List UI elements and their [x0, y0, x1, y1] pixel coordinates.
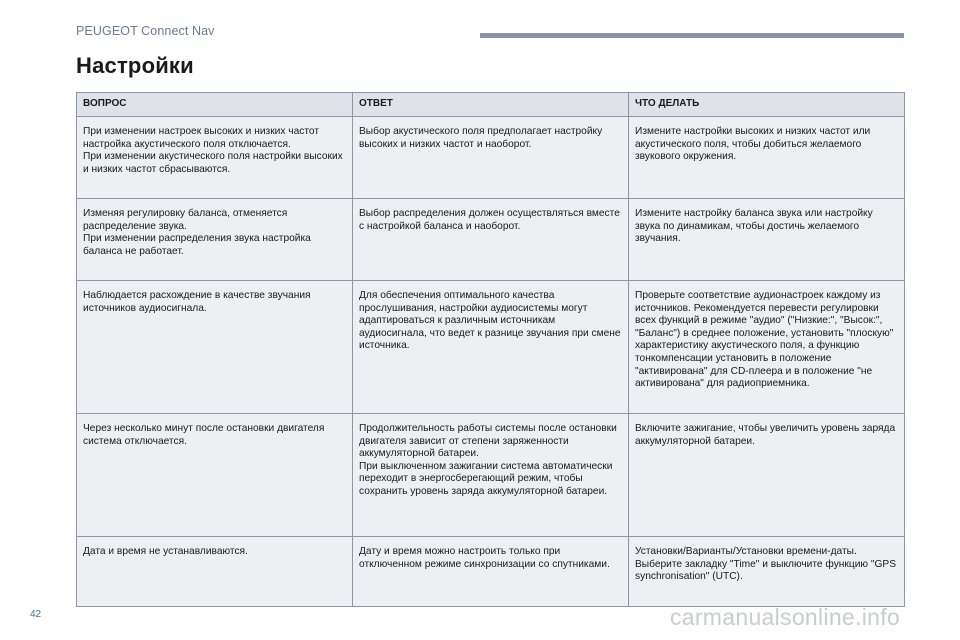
- action-cell: Проверьте соответствие аудионастроек каждому из источников. Рекомендуется перевести регулировки всех функций в режиме "аудио" ("Низкие:", "Высок:", "Баланс") в среднее положение, установить "плоскую" характеристику акустического поля, а функцию тонкомпенсации установить в положение "активирована" для CD-плеера и в положение "не активирована" для радиоприемника.: [629, 281, 905, 414]
- faq-table: [76, 92, 905, 607]
- answer-cell: Продолжительность работы системы после остановки двигателя зависит от степени заряженности аккумуляторной батареи. При выключенном зажигании система автоматически переходит в энергосберегающий режим, чтобы сохранить уровень заряда аккумуляторной батареи.: [353, 414, 629, 537]
- answer-cell: Выбор акустического поля предполагает настройку высоких и низких частот и наоборот.: [353, 117, 629, 199]
- table-row: [77, 414, 905, 537]
- question-cell: Дата и время не устанавливаются.: [77, 537, 353, 607]
- action-cell: Измените настройки высоких и низких частот или акустического поля, чтобы добиться желаемого звукового окружения.: [629, 117, 905, 199]
- column-header-action: ЧТО ДЕЛАТЬ: [629, 93, 905, 117]
- watermark: carmanualsonline.info: [669, 604, 900, 630]
- question-cell: Изменяя регулировку баланса, отменяется распределение звука. При изменении распределения звука настройка баланса не работает.: [77, 199, 353, 281]
- page-title: Настройки: [76, 53, 194, 78]
- brand-label: PEUGEOT Connect Nav: [76, 24, 215, 38]
- table-row: [77, 117, 905, 199]
- action-cell: Измените настройку баланса звука или настройку звука по динамикам, чтобы достичь желаемого звучания.: [629, 199, 905, 281]
- answer-cell: Выбор распределения должен осуществляться вместе с настройкой баланса и наоборот.: [353, 199, 629, 281]
- page-number: 42: [30, 609, 42, 620]
- question-cell: При изменении настроек высоких и низких частот настройка акустического поля отключается. При изменении акустического поля настройки высоких и низких частот сбрасываются.: [77, 117, 353, 199]
- column-header-answer: ОТВЕТ: [353, 93, 629, 117]
- table-header-row: [77, 93, 905, 117]
- action-cell: Установки/Варианты/Установки времени-даты. Выберите закладку "Time" и выключите функцию "GPS synchronisation" (UTC).: [629, 537, 905, 607]
- question-cell: Наблюдается расхождение в качестве звучания источников аудиосигнала.: [77, 281, 353, 414]
- action-cell: Включите зажигание, чтобы увеличить уровень заряда аккумуляторной батареи.: [629, 414, 905, 537]
- table-row: [77, 537, 905, 607]
- table-row: [77, 281, 905, 414]
- question-cell: Через несколько минут после остановки двигателя система отключается.: [77, 414, 353, 537]
- answer-cell: Для обеспечения оптимального качества прослушивания, настройки аудиосистемы могут адаптироваться к различным источникам аудиосигнала, что ведет к разнице звучания при смене источника.: [353, 281, 629, 414]
- table-row: [77, 199, 905, 281]
- header-accent-bar: [480, 33, 904, 38]
- column-header-question: ВОПРОС: [77, 93, 353, 117]
- answer-cell: Дату и время можно настроить только при отключенном режиме синхронизации со спутниками.: [353, 537, 629, 607]
